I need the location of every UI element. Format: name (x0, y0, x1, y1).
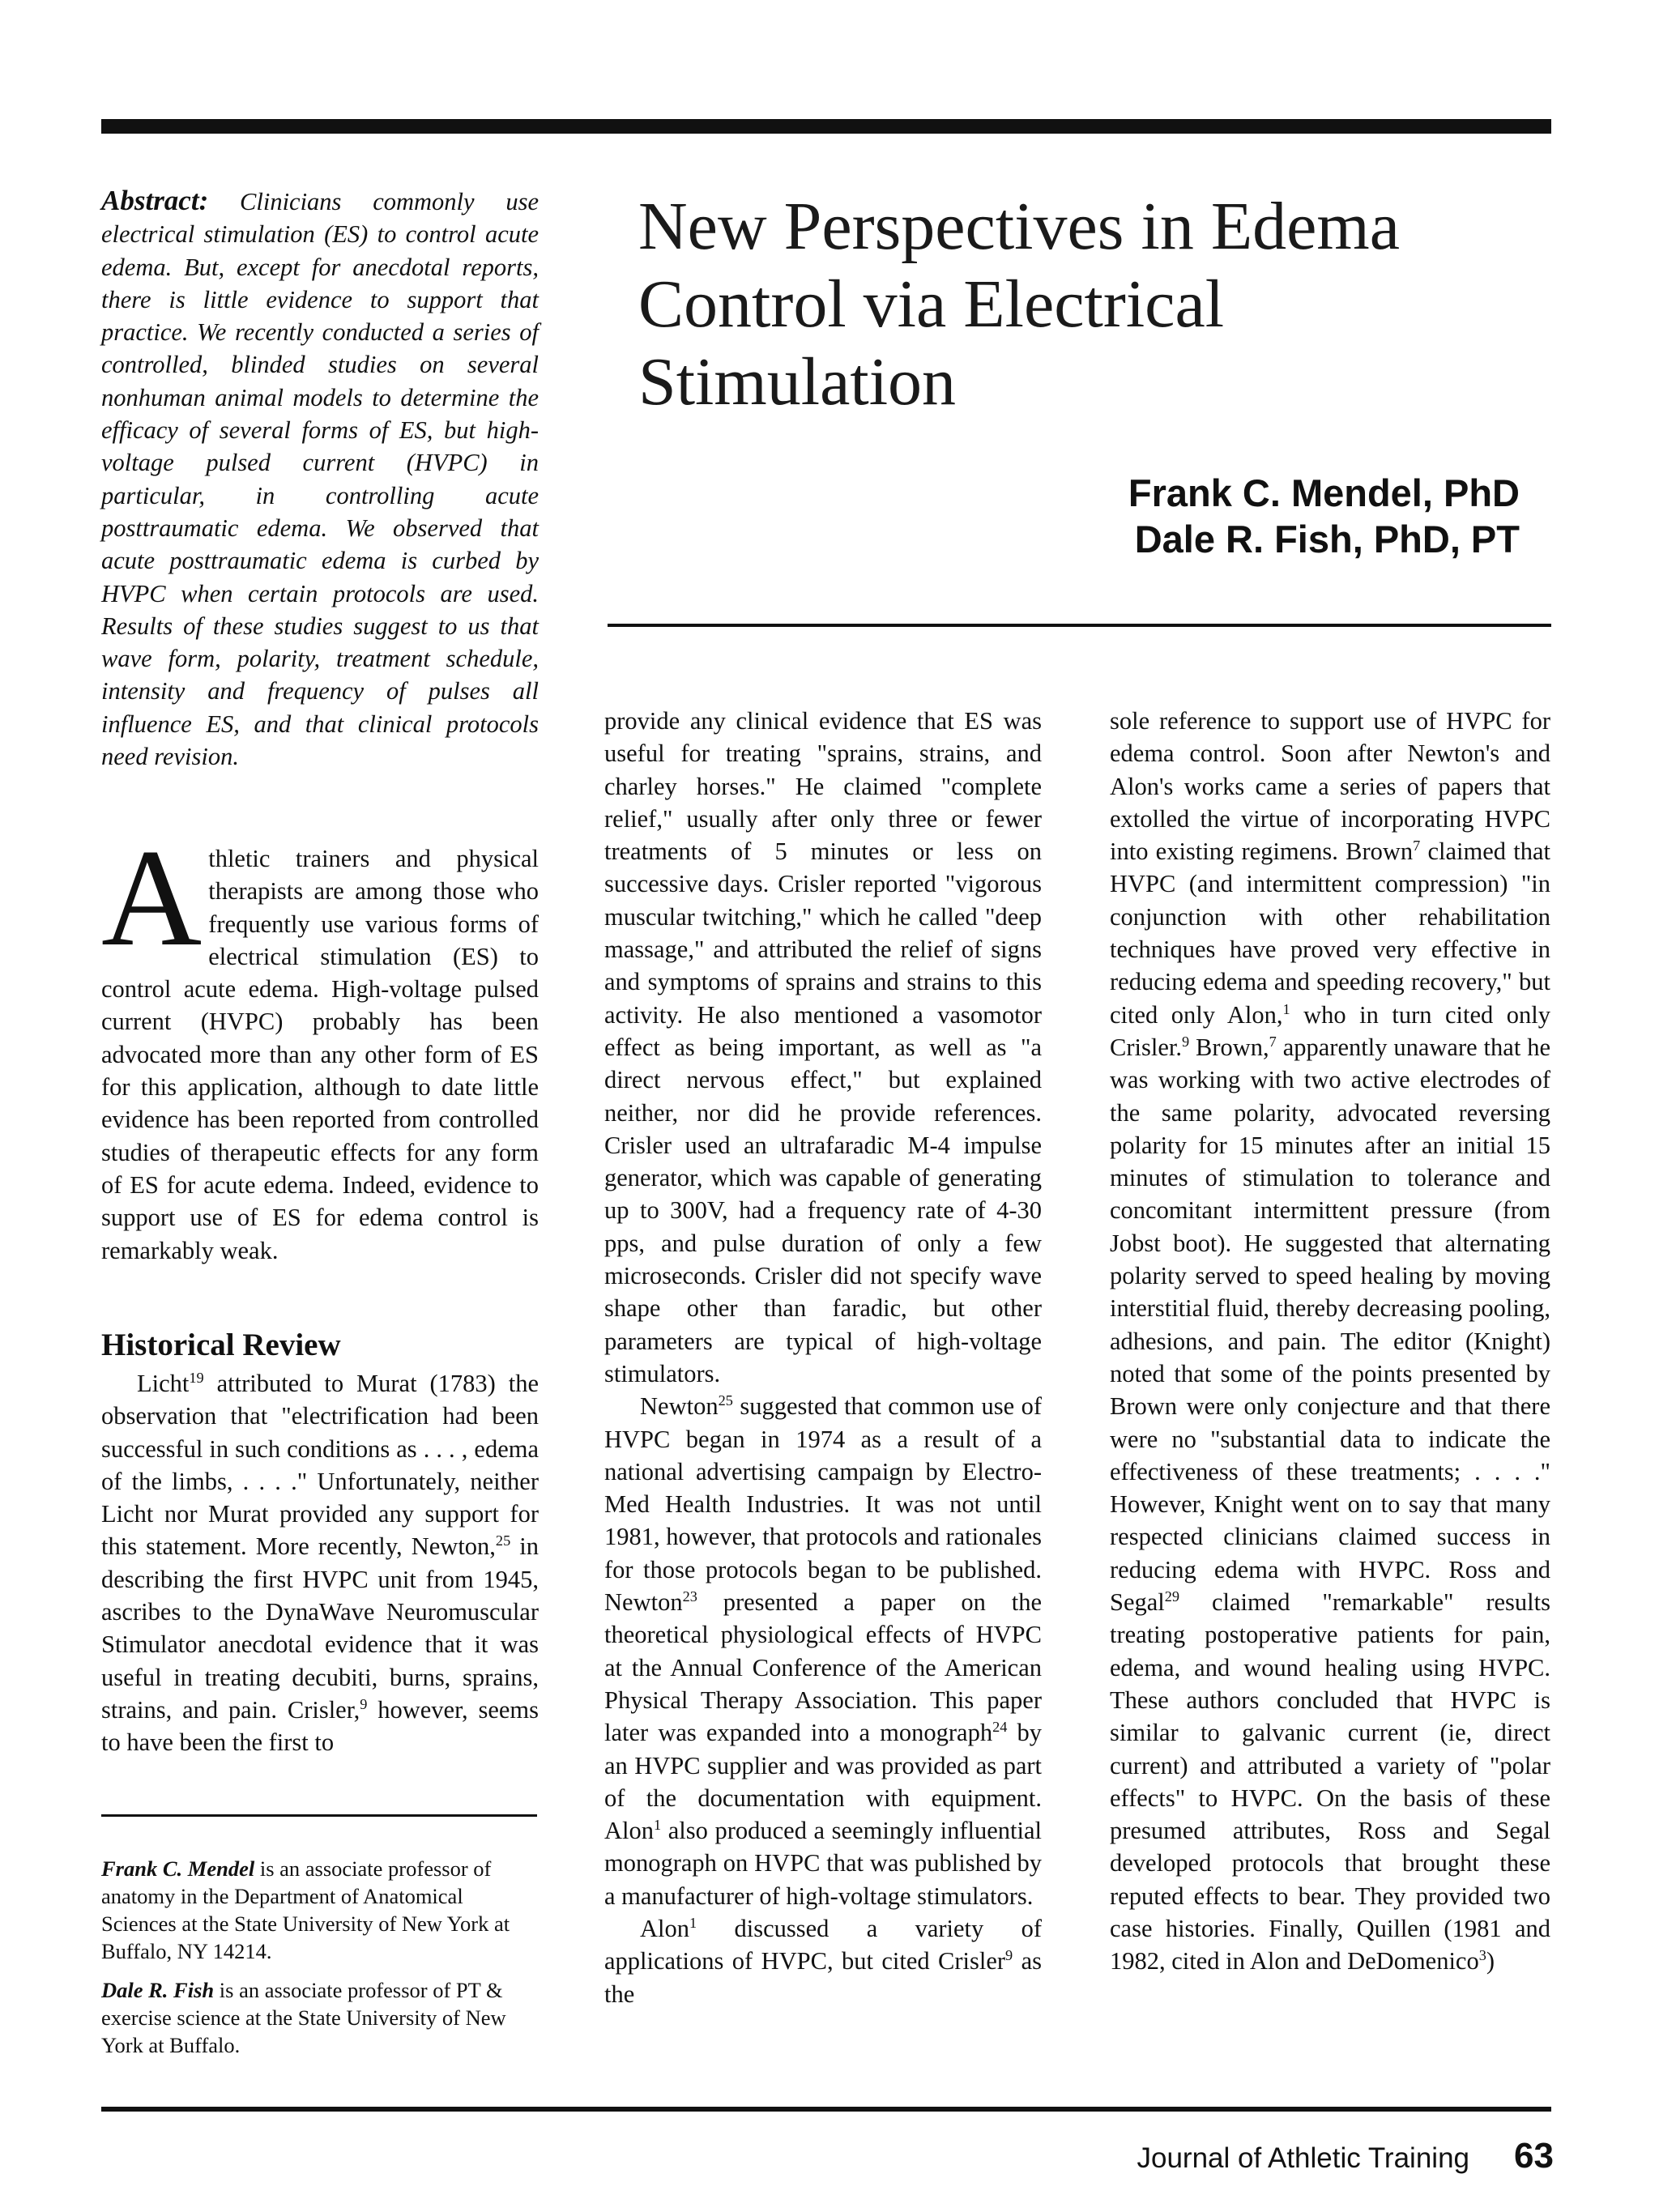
column-3-body (1110, 705, 1550, 1978)
column-2-body (604, 705, 1042, 2010)
reference-superscript: 9 (1005, 1947, 1013, 1964)
paragraph-col2-2 (604, 1390, 1042, 1912)
text-run: by an HVPC supplier and was provided as part of the documentation with equipment. Alon (604, 1719, 1042, 1845)
bio-name: Frank C. Mendel (101, 1856, 255, 1881)
column-1-body (101, 1367, 539, 1759)
paragraph-col2-3 (604, 1912, 1042, 2010)
footnote-rule (101, 1814, 537, 1817)
text-run: claimed "remarkable" results treating postoperative patients for pain, edema, and wound healing using HVPC. These authors concluded that HVPC is similar to galvanic current (ie, direct current) and attributed a variety of "polar effects" to HVPC. On the basis of these presumed attributes, Ross and Segal developed protocols that brought these reputed effects to bear. They provided two case histories. Finally, Quillen (1981 and 1982, cited in Alon and DeDomenico (1110, 1588, 1550, 1975)
bottom-rule (101, 2107, 1551, 2112)
reference-superscript: 1 (689, 1914, 697, 1931)
text-run: discussed a variety of applications of HVPC, but cited Crisler (604, 1914, 1042, 1975)
text-run: Newton (640, 1392, 719, 1421)
paragraph-col3 (1110, 705, 1550, 1978)
section-heading: Historical Review (101, 1328, 341, 1362)
intro-text: thletic trainers and physical therapists are among those who frequently use various forms of electrical stimulation (ES) to control acute edema. High-voltage pulsed current (HVPC) probably has been advocated more than any other form of ES for this application, although to date little evidence has been reported from controlled studies of therapeutic effects for any form of ES for acute edema. Indeed, evidence to support use of ES for edema control is remarkably weak. (101, 845, 539, 1264)
reference-superscript: 19 (189, 1369, 204, 1386)
top-rule (101, 119, 1551, 134)
text-run: as the (604, 1947, 1042, 2008)
text-run: presented a paper on the theoretical physiological effects of HVPC at the Annual Conference of the American Physical Therapy Association. This paper later was expanded into a monograph (604, 1588, 1042, 1747)
author-bios (101, 1855, 539, 2070)
text-run: who in turn cited only Crisler. (1110, 1000, 1550, 1061)
article-title: New Perspectives in Edema Control via Electrical Stimulation (638, 189, 1401, 420)
abstract-text: Clinicians commonly use electrical stimulation (ES) to control acute edema. But, except for anecdotal reports, there is little evidence to support that practice. We recently conducted a series of controlled, blinded studies on several nonhuman animal models to determine the efficacy of several forms of ES, but high-voltage pulsed current (HVPC) in particular, in controlling acute posttraumatic edema. We observed that acute posttraumatic edema is curbed by HVPC when certain protocols are used. Results of these studies suggest to us that wave form, polarity, treatment schedule, intensity and frequency of pulses all influence ES, and that clinical protocols need revision. (101, 188, 539, 771)
drop-cap: A (101, 821, 203, 975)
reference-superscript: 1 (654, 1816, 662, 1833)
reference-superscript: 25 (718, 1392, 733, 1409)
text-run: however, seems to have been the first to (101, 1695, 539, 1757)
abstract-label: Abstract: (101, 185, 209, 216)
reference-superscript: 3 (1478, 1947, 1486, 1964)
text-run: suggested that common use of HVPC began in 1974 as a result of a national advertising campaign by Electro-Med Health Industries. It was not until 1981, however, that protocols and rationales for those protocols began to be published. Newton (604, 1392, 1043, 1617)
text-run: provide any clinical evidence that ES was useful for treating "sprains, strains, and charley horses." He claimed "complete relief," usually after only three or fewer treatments of 5 minutes or less on successive days. Crisler reported "vigorous muscular twitching," which he called "deep massage," and attributed the relief of signs and symptoms of sprains and strains to this activity. He also mentioned a vasomotor effect as being important, as well as "a direct nervous effect," but explained neither, nor did he provide references. Crisler used an ultrafaradic M-4 impulse generator, which was capable of generating up to 300V, had a frequency rate of 4-30 pps, and pulse duration of only a few microseconds. Crisler did not specify wave shape other than faradic, but other parameters are typical of high-voltage stimulators. (604, 707, 1042, 1387)
reference-superscript: 7 (1269, 1033, 1277, 1050)
text-run: in describing the first HVPC unit from 1945, ascribes to the DynaWave Neuromuscular Stimulator anecdotal evidence that it was useful in treating decubiti, burns, sprains, strains, and pain. Crisler, (101, 1532, 539, 1724)
paragraph-col2-1 (604, 705, 1042, 1390)
author-2: Dale R. Fish, PhD, PT (1134, 518, 1520, 560)
text-run: claimed that HVPC (and intermittent compression) "in conjunction with other rehabilitation techniques have proved very effective in reducing edema and speeding recovery," but cited only Alon, (1110, 837, 1550, 1029)
reference-superscript: 1 (1282, 1000, 1290, 1017)
reference-superscript: 7 (1413, 837, 1421, 855)
text-run: Brown, (1189, 1033, 1269, 1061)
reference-superscript: 24 (992, 1719, 1008, 1736)
bio-text: is an associate professor of PT & exercise science at the State University of New York at Buffalo. (101, 1978, 506, 2057)
text-run: also produced a seemingly influential monograph on HVPC that was published by a manufacturer of high-voltage stimulators. (604, 1817, 1042, 1910)
text-run: attributed to Murat (1783) the observation that "electrification had been successful in such conditions as . . . , edema of the limbs, . . . ." Unfortunately, neither Licht nor Murat provided any support for this statement. More recently, Newton, (101, 1370, 539, 1561)
text-run: Licht (137, 1370, 190, 1397)
intro-paragraph (101, 821, 539, 1267)
reference-superscript: 25 (495, 1532, 511, 1549)
authors (1053, 470, 1520, 562)
bio-text: is an associate professor of anatomy in the Department of Anatomical Sciences at the State University of New York at Buffalo, NY 14214. (101, 1856, 510, 1963)
reference-superscript: 9 (1181, 1033, 1190, 1050)
paragraph-col1 (101, 1367, 539, 1759)
text-run: Alon (640, 1914, 689, 1942)
bio-2 (101, 1976, 539, 2059)
author-1: Frank C. Mendel, PhD (1128, 471, 1520, 514)
text-run: ) (1486, 1947, 1495, 1975)
reference-superscript: 23 (682, 1588, 697, 1605)
abstract (101, 185, 539, 773)
text-run: apparently unaware that he was working with two active electrodes of the same polarity, advocated reversing polarity for 15 minutes after an initial 15 minutes of stimulation to tolerance and concomitant intermittent pressure (from Jobst boot). He suggested that alternating polarity served to speed healing by moving interstitial fluid, thereby decreasing pooling, adhesions, and pain. The editor (Knight) noted that some of the points presented by Brown were only conjecture and that there were no "substantial data to indicate the effectiveness of these treatments; . . . ." However, Knight went on to say that many respected clinicians claimed success in reducing edema with HVPC. Ross and Segal (1110, 1033, 1550, 1617)
bio-1 (101, 1855, 539, 1965)
reference-superscript: 9 (360, 1695, 368, 1712)
reference-superscript: 29 (1164, 1588, 1180, 1605)
page-number: 63 (1514, 2136, 1554, 2176)
title-rule (608, 624, 1551, 627)
journal-name: Journal of Athletic Training (1137, 2142, 1469, 2174)
bio-name: Dale R. Fish (101, 1978, 215, 2002)
text-run: sole reference to support use of HVPC for edema control. Soon after Newton's and Alon's works came a series of papers that extolled the virtue of incorporating HVPC into existing regimens. Brown (1110, 707, 1550, 866)
